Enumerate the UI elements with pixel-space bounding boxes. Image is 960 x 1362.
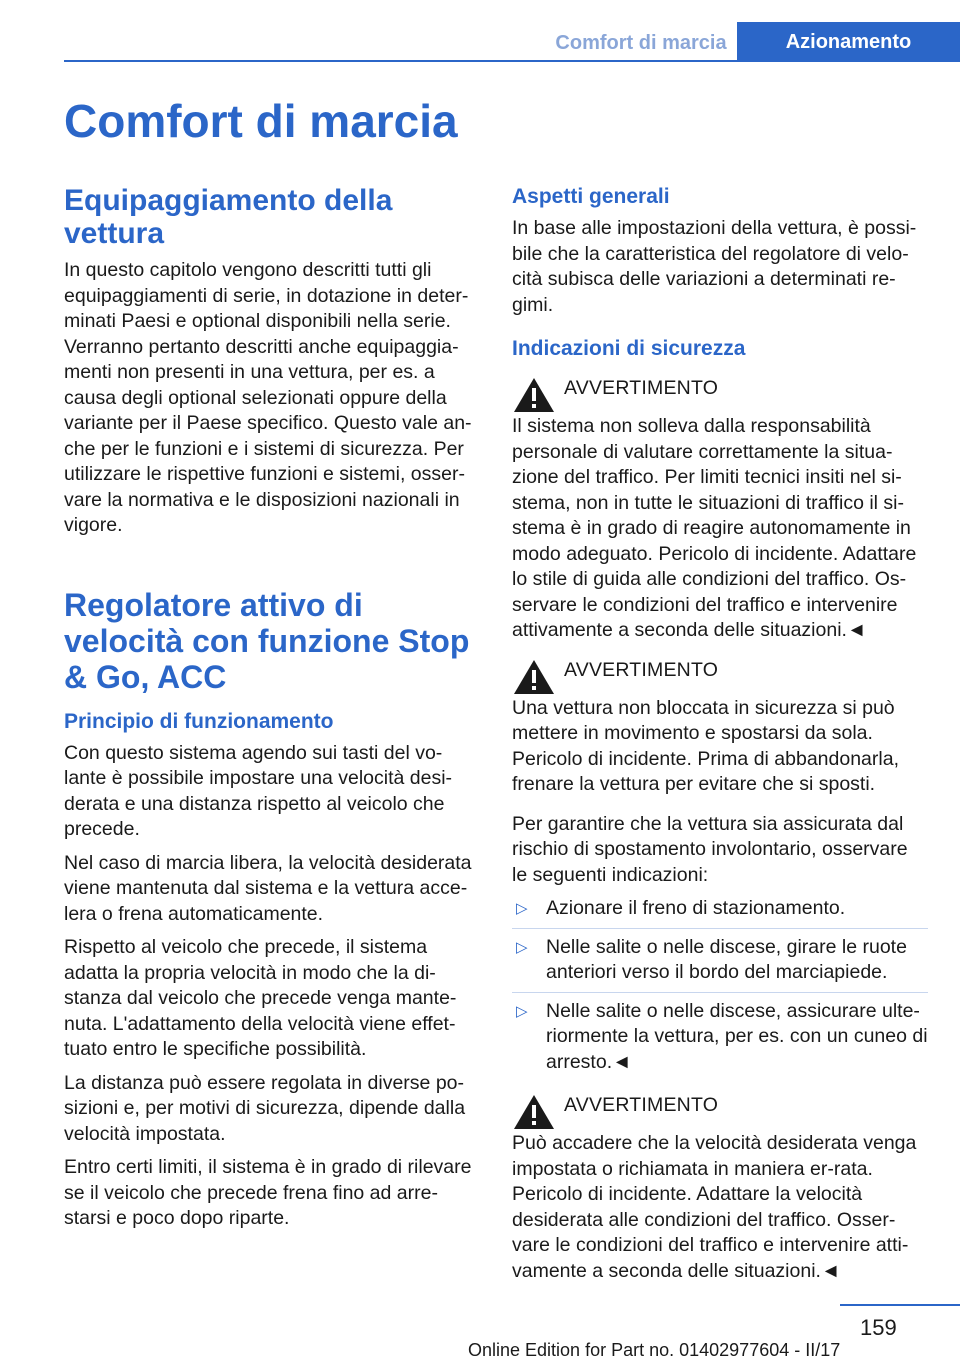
warning-block-3 [512,1093,928,1284]
page-number: 159 [860,1315,897,1340]
heading-safety: Indicazioni di sicurezza [512,337,746,360]
list-item: ▷ Nelle salite o nelle discese, assicurare ulte-riormente la vettura, per es. con un cuneo di arresto.◄ [516,999,928,1073]
warning-block-2 [512,658,928,798]
paragraph-principle-3: Rispetto al veicolo che precede, il sistema adatta la propria velocità in modo che la di-stanza dal veicolo che precede venga mante-nuta. L'adattamento della velocità viene effet-tuato entro le specifiche possibilità. [64,936,457,1060]
warning-triangle-icon [512,658,556,696]
right-column [512,184,928,1298]
paragraph-secure: Per garantire che la vettura sia assicurata dal rischio di spostamento involontario, osservare le seguenti indicazioni: [512,812,908,886]
paragraph-equipment: In questo capitolo vengono descritti tutti gli equipaggiamenti di serie, in dotazione in deter-minati Paesi e optional disponibili nella serie. Verranno pertanto descritti anche equipaggia-menti non presenti in una vettura, per es. a causa degli optional selezionati oppure della variante per il Paese specifico. Questo vale an-che per le funzioni e i sistemi di sicurezza. Per utilizzare le rispettive funzioni e sistemi, osser-vare la normativa e le disposizioni nazionali in vigore. [64,259,472,536]
paragraph-principle-5: Entro certi limiti, il sistema è in grado di rilevare se il veicolo che precede frena fino ad arre-starsi e poco dopo riparte. [64,1156,472,1229]
triangle-bullet-icon: ▷ [516,1002,528,1020]
page-title: Comfort di marcia [64,95,458,147]
footer-rule [840,1304,960,1306]
list-item: ▷ Azionare il freno di stazionamento. [512,896,928,929]
list-item: ▷ Nelle salite o nelle discese, girare le ruote anteriori verso il bordo del marciapiede. [512,935,928,993]
warning-title: AVVERTIMENTO [564,1094,719,1116]
chapter-tab[interactable]: Azionamento [737,22,960,62]
warning-triangle-icon [512,1093,556,1131]
heading-acc: Regolatore attivo di velocità con funzione Stop & Go, ACC [64,586,470,695]
paragraph-principle-2: Nel caso di marcia libera, la velocità desiderata viene mantenuta dal sistema e la vettura acce-lera o frena automaticamente. [64,851,472,925]
edition-note: Online Edition for Part no. 01402977604 - II/17 [468,1340,841,1360]
warning-text-3: Può accadere che la velocità desiderata venga impostata o richiamata in maniera er-rata. Pericolo di incidente. Adattare la velocità desiderata alle condizioni del traffico. Osser-vare le condizioni del traffico e intervenire atti-vamente a seconda delle situazioni.◄ [512,1132,917,1282]
warning-text-1: Il sistema non solleva dalla responsabilità personale di valutare correttamente la situa-zione del traffico. Per limiti tecnici insiti nel si-stema, non in tutte le situazioni di traffico il si-stema è in grado di reagire autonomamente in modo adeguato. Pericolo di incidente. Adattare lo stile di guida alle condizioni del traffico. Os-servare le condizioni del traffico e intervenire attivamente a seconda delle situazioni.◄ [512,415,917,641]
paragraph-general: In base alle impostazioni della vettura, è possi-bile che la caratteristica del regolatore di velo-cità subisca delle variazioni a determinati re-gimi. [512,217,917,316]
section-tab[interactable]: Comfort di marcia [555,32,727,54]
warning-title: AVVERTIMENTO [564,658,719,681]
warning-title: AVVERTIMENTO [564,377,719,399]
left-column [64,184,478,1240]
triangle-bullet-icon: ▷ [516,938,528,956]
heading-general: Aspetti generali [512,185,670,208]
heading-principle: Principio di funzionamento [64,709,334,733]
paragraph-principle-4: La distanza può essere regolata in diverse po-sizioni e, per motivi di sicurezza, dipende dalla velocità impostata. [64,1071,466,1145]
warning-text-2: Una vettura non bloccata in sicurezza si può mettere in movimento e spostarsi da sola. Pericolo di incidente. Prima di abbandonarla, frenare la vettura per evitare che si sposti. [512,696,899,795]
bullet-list [512,896,928,1081]
paragraph-principle-1: Con questo sistema agendo sui tasti del vo-lante è possibile impostare una velocità desi-derata e una distanza rispetto al veicolo che precede. [64,741,453,840]
warning-triangle-icon [512,376,556,414]
triangle-bullet-icon: ▷ [516,900,528,917]
heading-equipment: Equipaggiamento della vettura [64,184,393,250]
warning-block-1 [512,376,928,644]
